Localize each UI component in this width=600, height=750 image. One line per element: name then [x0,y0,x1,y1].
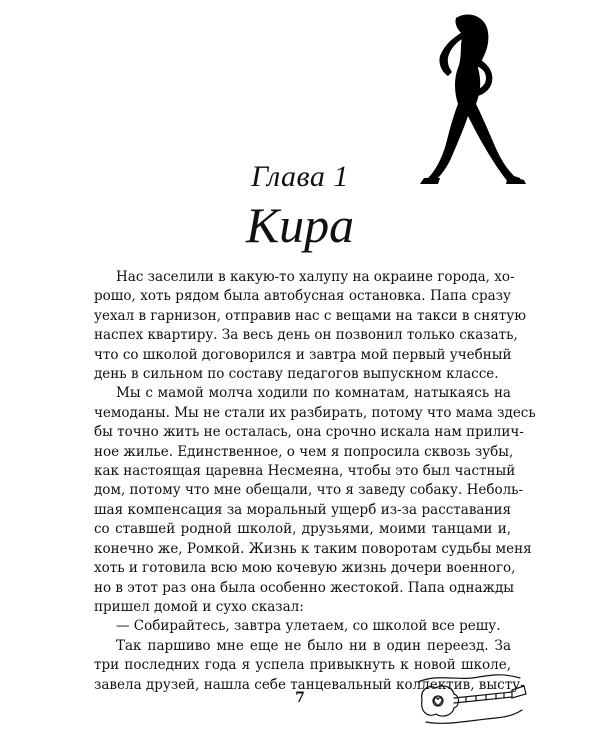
dancer-silhouette-icon [396,12,546,184]
text-line: чемоданы. Мы не стали их разбирать, потому что мама здесь [94,404,536,421]
guitar-doodle-icon [416,670,528,730]
chapter-label: Глава 1 [251,160,349,193]
text-line: Нас заселили в какую-то халупу на окраине города, хо- [116,269,515,285]
text-line: Так паршиво мне еще не было ни в один переезд. За [116,637,511,654]
text-line: что со школой договорился и завтра мой первый учебный [94,346,512,363]
text-line: бы точно жить не осталась, она срочно искала нам прилич- [94,424,524,441]
text-line: шая компенсация за моральный ущерб из-за расставания [94,501,511,518]
page-number: 7 [295,690,305,706]
text-line: завела друзей, нашла себе танцевальный коллектив, высту- [94,676,525,693]
text-line: ное жилье. Единственное, о чем я попросила сквозь зубы, [94,443,514,460]
chapter-title: Кира [245,197,355,253]
text-line: хоть и готовила всю мою кочевую жизнь дочери военного, [94,560,516,577]
text-line: как настоящая царевна Несмеяна, чтобы это был частный [94,463,516,480]
text-line: Мы с мамой молча ходили по комнатам, натыкаясь на [116,385,511,402]
text-line: день в сильном по составу педагогов выпускном классе. [94,366,499,383]
text-line: три последних года я успела привыкнуть к новой школе, [94,657,511,674]
text-line: дом, потому что мне обещали, что я заведу собаку. Неболь- [94,482,524,499]
text-line: уехал в гарнизон, отправив нас с вещами на такси в снятую [94,307,526,324]
text-line: со ставшей родной школой, друзьями, моими танцами и, [94,521,511,538]
body-text [94,268,536,695]
text-line: рошо, хоть рядом была автобусная остановка. Папа сразу [94,288,511,305]
text-line: конечно же, Ромкой. Жизнь к таким поворотам судьбы меня [94,540,532,557]
text-line: пришел домой и сухо сказал: [94,598,304,615]
text-line: наспех квартиру. За весь день он позвонил только сказать, [94,327,518,344]
text-line: но в этот раз она была особенно жестокой. Папа однажды [94,579,515,596]
text-line: — Собирайтесь, завтра улетаем, со школой все решу. [116,618,501,635]
